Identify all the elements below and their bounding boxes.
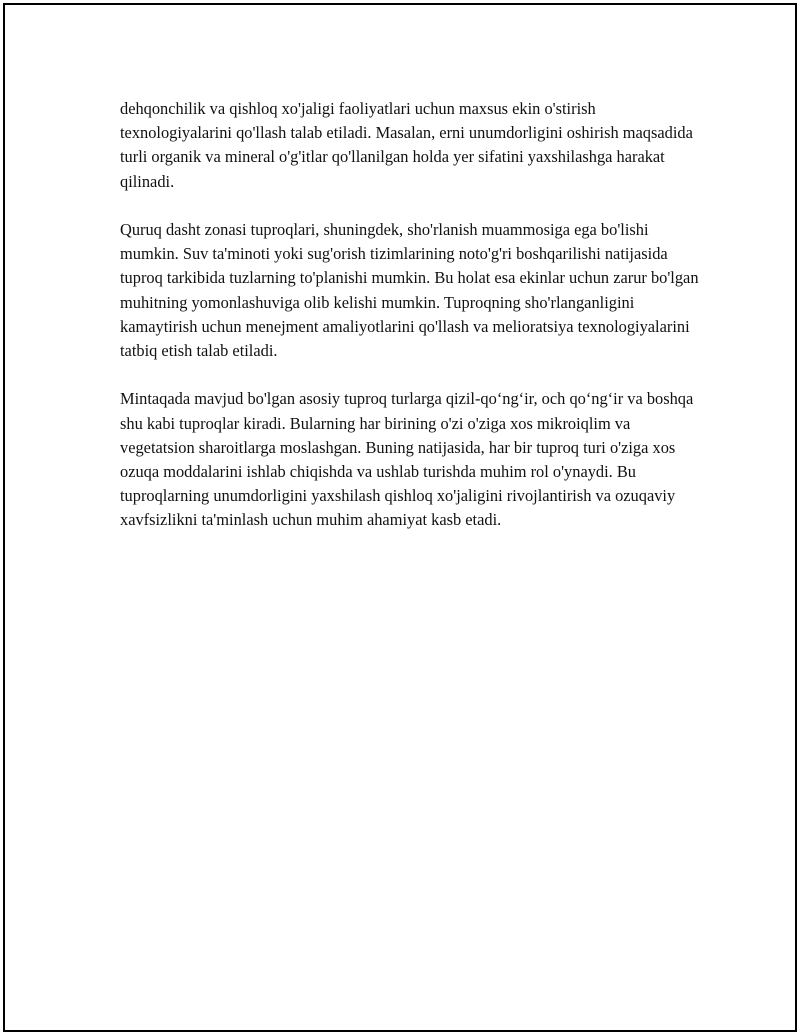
document-page xyxy=(3,3,797,1032)
document-body xyxy=(120,97,700,557)
paragraph-3: Mintaqada mavjud bo'lgan asosiy tuproq turlarga qizil-qo‘ng‘ir, och qo‘ng‘ir va boshqa shu kabi tuproqlar kiradi. Bularning har birining o'zi o'ziga xos mikroiqlim va vegetatsion sharoitlarga moslashgan. Buning natijasida, har bir tuproq turi o'ziga xos ozuqa moddalarini ishlab chiqishda va ushlab turishda muhim rol o'ynaydi. Bu tuproqlarning unumdorligini yaxshilash qishloq xo'jaligini rivojlantirish va ozuqaviy xavfsizlikni ta'minlash uchun muhim ahamiyat kasb etadi. xyxy=(120,389,694,530)
paragraph-2: Quruq dasht zonasi tuproqlari, shuningdek, sho'rlanish muammosiga ega bo'lishi mumkin. Suv ta'minoti yoki sug'orish tizimlarining noto'g'ri boshqarilishi natijasida tuproq tarkibida tuzlarning to'planishi mumkin. Bu holat esa ekinlar uchun zarur bo'lgan muhitning yomonlashuviga olib kelishi mumkin. Tuproqning sho'rlanganligini kamaytirish uchun menejment amaliyotlarini qo'llash va melioratsiya texnologiyalarini tatbiq etish talab etiladi. xyxy=(120,220,699,361)
paragraph-1: dehqonchilik va qishloq xo'jaligi faoliyatlari uchun maxsus ekin o'stirish texnologiyalarini qo'llash talab etiladi. Masalan, erni unumdorligini oshirish maqsadida turli organik va mineral o'g'itlar qo'llanilgan holda yer sifatini yaxshilashga harakat qilinadi. xyxy=(120,99,693,191)
